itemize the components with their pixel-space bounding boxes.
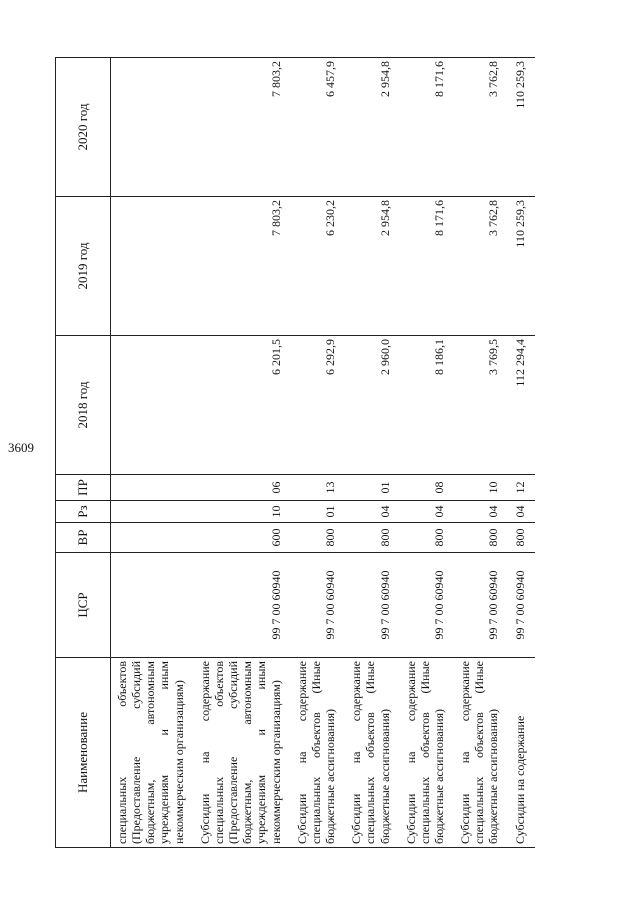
cell-2018: 3 769,5 <box>454 336 508 475</box>
header-2018: 2018 год <box>56 336 111 475</box>
cell-csr: 99 7 00 60940 <box>400 553 454 658</box>
cell-csr: 99 7 00 60940 <box>194 553 291 658</box>
cell-2018: 112 294,4 <box>509 336 535 475</box>
cell-rz: 01 <box>291 501 345 523</box>
cell-2019: 7 803,2 <box>194 197 291 336</box>
cell-rz: 04 <box>509 501 535 523</box>
cell-2020: 8 171,6 <box>400 58 454 197</box>
table-row <box>454 58 508 848</box>
table-body <box>111 58 535 848</box>
table-row <box>345 58 399 848</box>
budget-table <box>55 57 535 848</box>
page-number: 3609 <box>8 440 34 455</box>
cell-2019: 8 171,6 <box>400 197 454 336</box>
rotated-table-wrapper <box>55 58 620 848</box>
cell-2018 <box>111 336 194 475</box>
cell-2019: 3 762,8 <box>454 197 508 336</box>
cell-rz: 10 <box>194 501 291 523</box>
cell-name: Субсидии на содержание специальных объектов (Иные бюджетные ассигнования) <box>291 658 345 848</box>
table-row <box>291 58 345 848</box>
header-rz: Рз <box>56 501 111 523</box>
cell-name: Субсидии на содержание специальных объектов (Иные бюджетные ассигнования) <box>345 658 399 848</box>
cell-vr <box>111 523 194 553</box>
table-header <box>56 58 111 848</box>
cell-pr: 12 <box>509 475 535 501</box>
cell-2019 <box>111 197 194 336</box>
cell-2020: 110 259,3 <box>509 58 535 197</box>
header-csr: ЦСР <box>56 553 111 658</box>
cell-rz <box>111 501 194 523</box>
cell-csr: 99 7 00 60940 <box>291 553 345 658</box>
cell-csr: 99 7 00 60940 <box>509 553 535 658</box>
cell-2020: 2 954,8 <box>345 58 399 197</box>
cell-pr: 01 <box>345 475 399 501</box>
cell-rz: 04 <box>345 501 399 523</box>
cell-2020 <box>111 58 194 197</box>
table-row <box>509 58 535 848</box>
cell-2019: 110 259,3 <box>509 197 535 336</box>
cell-name: Субсидии на содержание специальных объектов (Иные бюджетные ассигнования) <box>454 658 508 848</box>
cell-rz: 04 <box>454 501 508 523</box>
table-row <box>400 58 454 848</box>
cell-2020: 6 457,9 <box>291 58 345 197</box>
cell-pr: 06 <box>194 475 291 501</box>
cell-name: Субсидии на содержание <box>509 658 535 848</box>
cell-vr: 800 <box>454 523 508 553</box>
cell-pr: 13 <box>291 475 345 501</box>
cell-vr: 800 <box>291 523 345 553</box>
cell-csr: 99 7 00 60940 <box>454 553 508 658</box>
cell-csr <box>111 553 194 658</box>
table-row <box>111 58 194 848</box>
header-vr: ВР <box>56 523 111 553</box>
cell-pr: 08 <box>400 475 454 501</box>
cell-name: Субсидии на содержание специальных объектов (Предоставление субсидий бюджетным, автономным учреждениям и иным некоммерческим организациям) <box>194 658 291 848</box>
cell-2018: 6 292,9 <box>291 336 345 475</box>
cell-2019: 2 954,8 <box>345 197 399 336</box>
cell-2020: 3 762,8 <box>454 58 508 197</box>
header-2020: 2020 год <box>56 58 111 197</box>
cell-name: Субсидии на содержание специальных объектов (Иные бюджетные ассигнования) <box>400 658 454 848</box>
cell-vr: 800 <box>345 523 399 553</box>
cell-2018: 6 201,5 <box>194 336 291 475</box>
cell-2020: 7 803,2 <box>194 58 291 197</box>
cell-2019: 6 230,2 <box>291 197 345 336</box>
cell-pr: 10 <box>454 475 508 501</box>
header-name: Наименование <box>56 658 111 848</box>
cell-vr: 600 <box>194 523 291 553</box>
cell-name: специальных объектов (Предоставление субсидий бюджетным, автономным учреждениям и иным некоммерческим организациям) <box>111 658 194 848</box>
cell-vr: 800 <box>400 523 454 553</box>
cell-2018: 2 960,0 <box>345 336 399 475</box>
cell-vr: 800 <box>509 523 535 553</box>
cell-pr <box>111 475 194 501</box>
header-pr: ПР <box>56 475 111 501</box>
cell-2018: 8 186,1 <box>400 336 454 475</box>
cell-rz: 04 <box>400 501 454 523</box>
cell-csr: 99 7 00 60940 <box>345 553 399 658</box>
header-row <box>56 58 111 848</box>
header-2019: 2019 год <box>56 197 111 336</box>
table-row <box>194 58 291 848</box>
